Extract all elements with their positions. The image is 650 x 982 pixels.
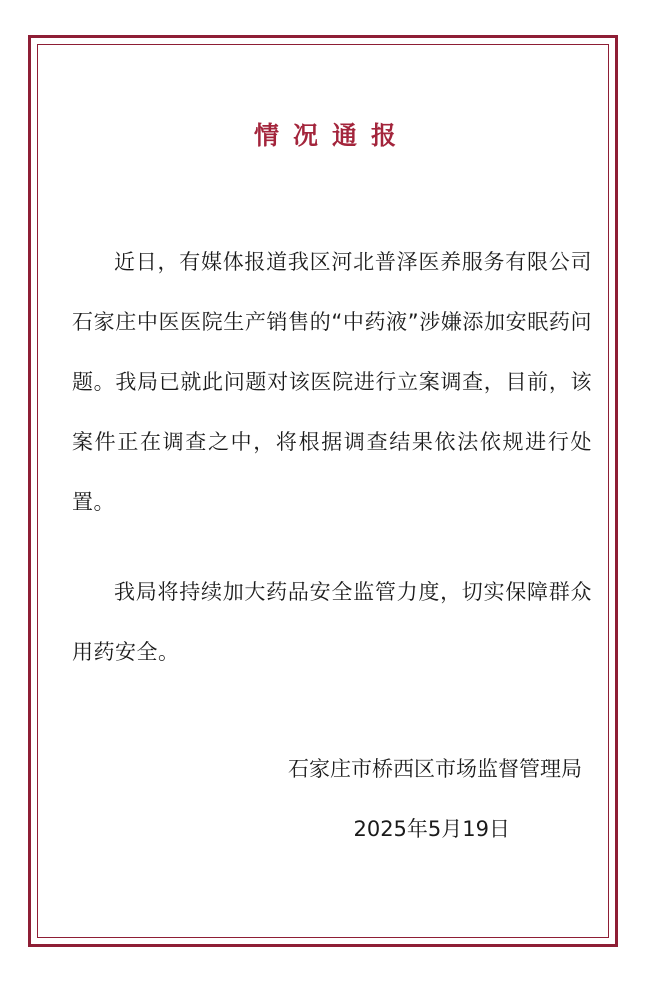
issue-date: 2025年5月19日 (353, 817, 510, 841)
notice-paragraph-2: 我局将持续加大药品安全监管力度，切实保障群众用药安全。 (72, 580, 592, 664)
notice-paragraph-1: 近日，有媒体报道我区河北普泽医养服务有限公司石家庄中医医院生产销售的“中药液”涉嫌添加安眠药问题。我局已就此问题对该医院进行立案调查，目前，该案件正在调查之中，将根据调查结果依法依规进行处置。 (72, 250, 592, 514)
issuer-name: 石家庄市桥西区市场监督管理局 (288, 757, 582, 781)
notice-title: 情况通报 (253, 121, 410, 150)
notice-body (72, 232, 592, 682)
